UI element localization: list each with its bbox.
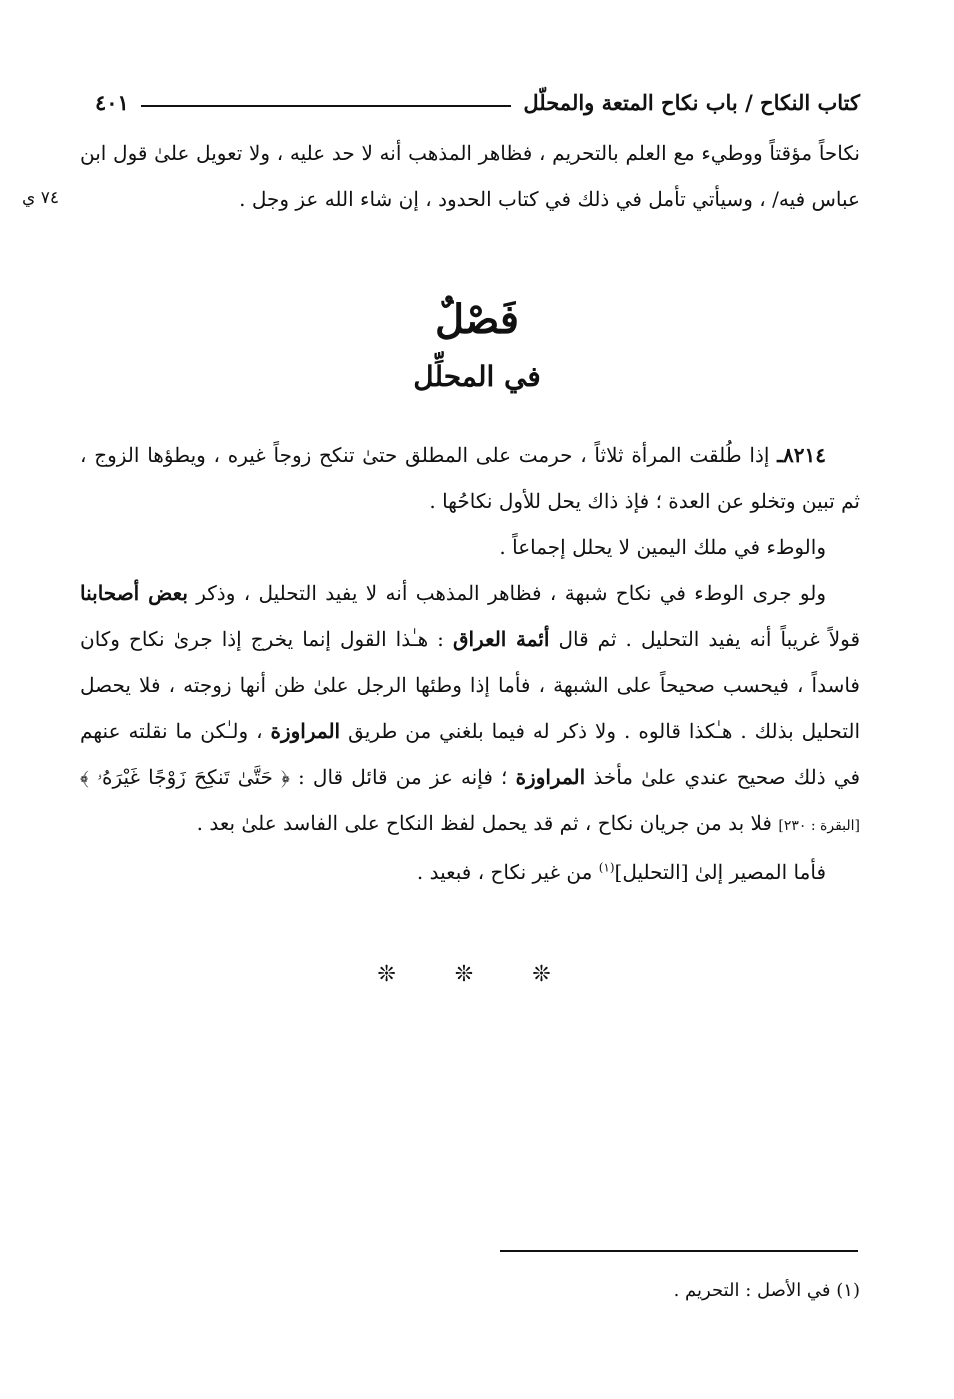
quran-reference: [البقرة : ٢٣٠] [778,818,860,834]
margin-folio-note: ٧٤ ي [22,188,59,208]
p3-text-c: : هـٰذا القول إنما يخرج إذا جرىٰ نكاح وكان فاسداً ، فيحسب صحيحاً على الشبهة ، فأما إذا وطئها الرجل علىٰ ظن أنها زوجته ، فلا يحصل التحليل بذلك . هـٰكذا قالوه . ولا ذكر له فيما بلغني من طريق [80,627,861,743]
p3-bold-c: المراوزة [270,719,341,743]
paragraph-4 [80,849,860,895]
footnote-separator [500,1250,858,1252]
p3-text-e: ؛ فإنه عز من قائل قال : [298,765,508,789]
p3-bold-b: أئمة العراق [452,627,550,651]
page-number: ٤٠١ [95,89,129,115]
footnote-number: (١) [836,1280,860,1301]
section-divider-stars: ❊ ❊ ❊ [377,962,577,987]
p3-bold-a: بعض أصحابنا [80,581,188,605]
header-title: كتاب النكاح / باب نكاح المتعة والمحلّل [523,89,860,115]
issue-text: إذا طُلقت المرأة ثلاثاً ، حرمت على المطلق حتىٰ تنكح زوجاً غيره ، ويطؤها الزوج ، ثم تبين وتخلو عن العدة ؛ فإذ ذاك يحل للأول نكاحُها . [80,443,860,513]
p3-text-d: ، ولـٰكن ما نقلته عنهم في ذلك صحيح عندي علىٰ مأخذ [80,719,861,789]
header-rule [141,105,512,107]
quran-quote: ﴿ حَتَّىٰ تَنكِحَ زَوْجًا غَيْرَهُۥ ﴾ [80,765,290,789]
p3-text-a: ولو جرى الوطء في نكاح شبهة ، فظاهر المذهب أنه لا يفيد التحليل ، وذكر [196,581,827,605]
issue-number: ٨٢١٤ـ [777,443,826,467]
p3-text-b: قولاً غريباً أنه يفيد التحليل . ثم قال [558,627,861,651]
running-header [95,84,860,120]
footnote [80,1280,860,1301]
p3-text-f: فلا بد من جريان نكاح ، ثم قد يحمل لفظ النكاح على الفاسد علىٰ بعد . [196,811,772,835]
continuation-paragraph: نكاحاً مؤقتاً ووطيء مع العلم بالتحريم ، فظاهر المذهب أنه لا حد عليه ، ولا تعويل علىٰ قول ابن عباس فيه/ ، وسيأتي تأمل في ذلك في كتاب الحدود ، إن شاء الله عز وجل . [80,141,860,211]
section-title: في المحلِّل [413,360,541,393]
p4-text-b: من غير نكاح ، فبعيد . [416,860,593,884]
section-heading-fasl: فَصْلٌ [434,296,520,343]
issue-paragraph [80,432,860,524]
p4-text-a: فأما المصير إلىٰ [التحليل] [614,860,826,884]
footnote-marker: (١) [598,860,615,875]
paragraph-3 [80,570,860,849]
main-text [80,432,860,895]
p3-bold-d: المراوزة [515,765,586,789]
footnote-text: في الأصل : التحريم . [673,1280,831,1301]
paragraph-2: والوطء في ملك اليمين لا يحلل إجماعاً . [499,535,826,559]
